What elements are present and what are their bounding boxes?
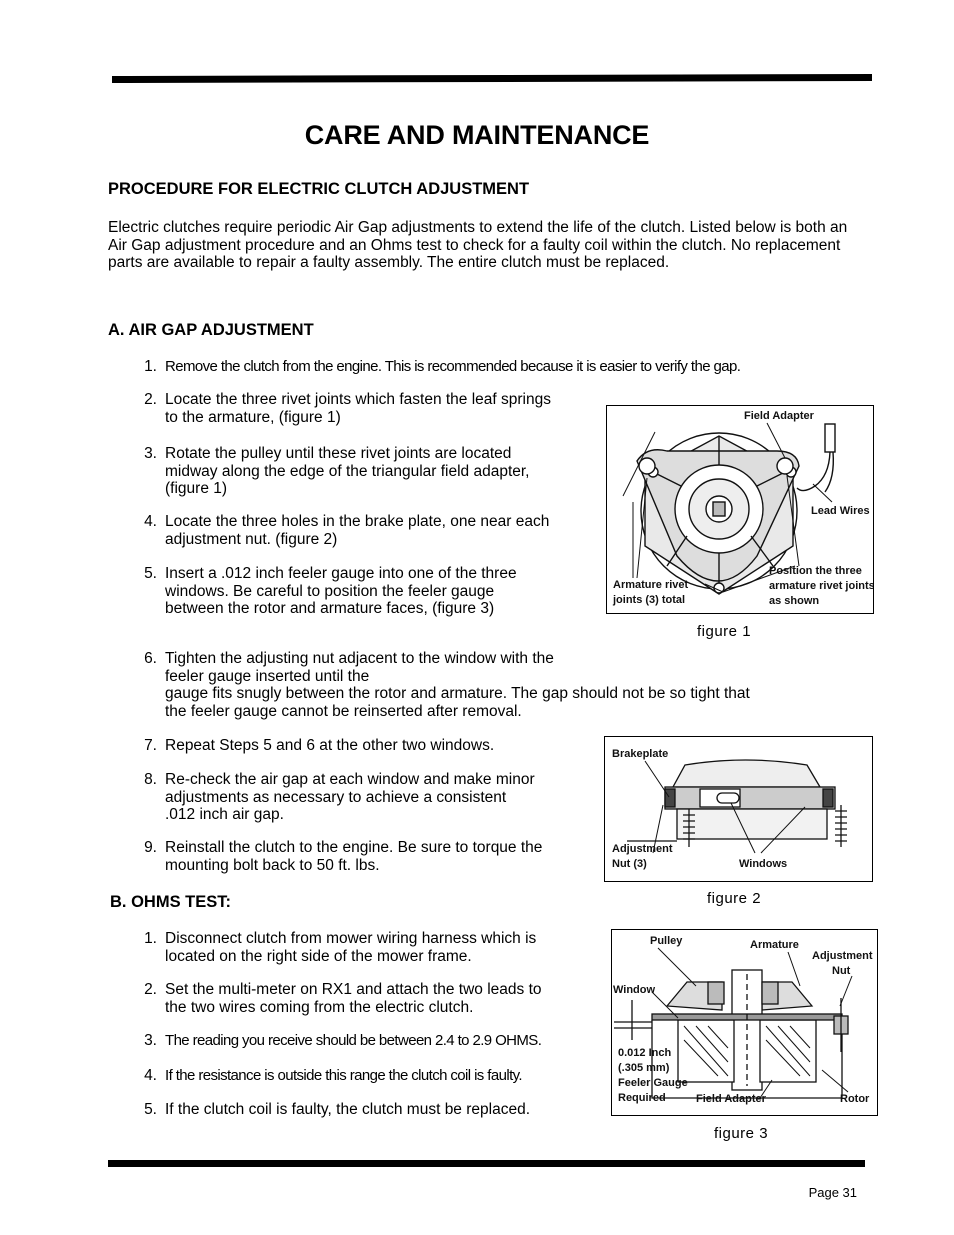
step-line: feeler gauge inserted until the bbox=[165, 667, 370, 685]
figure-3-label-required: Required bbox=[618, 1092, 666, 1104]
step-line: the feeler gauge cannot be reinserted after removal. bbox=[165, 702, 522, 720]
step-line: Reinstall the clutch to the engine. Be sure to torque the bbox=[165, 839, 543, 856]
step-text: The reading you receive should be between 2.4 to 2.9 OHMS. bbox=[165, 1032, 542, 1049]
figure-3-label-nut: Nut bbox=[832, 965, 851, 977]
figure-2 bbox=[604, 736, 873, 882]
page-number: Page 31 bbox=[808, 1185, 857, 1200]
step-line: Locate the three rivet joints which fasten the leaf springs bbox=[165, 391, 551, 408]
step-text bbox=[165, 513, 549, 548]
step-number: 1. bbox=[144, 358, 157, 375]
step-text bbox=[165, 391, 551, 426]
figure-3-label-adjustment: Adjustment bbox=[812, 950, 873, 962]
step-number: 3. bbox=[144, 445, 157, 462]
step-text: If the resistance is outside this range the clutch coil is faulty. bbox=[165, 1067, 522, 1084]
figure-2-label-windows: Windows bbox=[739, 858, 788, 870]
step-number: 3. bbox=[144, 1032, 157, 1049]
step-number: 4. bbox=[144, 513, 157, 530]
step-number: 6. bbox=[144, 650, 157, 667]
step-line: Rotate the pulley until these rivet joints are located bbox=[165, 445, 512, 462]
step-text bbox=[165, 981, 542, 1016]
step-number: 2. bbox=[144, 391, 157, 408]
step-number: 2. bbox=[144, 981, 157, 998]
figure-2-label-brakeplate: Brakeplate bbox=[612, 748, 669, 760]
figure-3-label-window: Window bbox=[613, 984, 656, 996]
figure-3 bbox=[611, 929, 878, 1116]
step-number: 5. bbox=[144, 565, 157, 582]
step-line: .012 inch air gap. bbox=[165, 806, 284, 823]
figure-3-label-gauge-size: 0.012 Inch bbox=[618, 1047, 672, 1059]
step-line: midway along the edge of the triangular field adapter, bbox=[165, 462, 530, 480]
figure-3-label-feeler-gauge: Feeler Gauge bbox=[618, 1077, 688, 1089]
step-line: mounting bolt back to 50 ft. lbs. bbox=[165, 856, 380, 874]
figure-1-label-lead-wires: Lead Wires bbox=[811, 505, 870, 517]
bottom-rule bbox=[108, 1160, 865, 1167]
step-number: 1. bbox=[144, 930, 157, 947]
figure-3-label-pulley: Pulley bbox=[650, 935, 683, 947]
figure-1-label-as-shown: as shown bbox=[769, 595, 820, 607]
figure-1-label-armature-rivet: Armature rivet bbox=[613, 579, 689, 591]
step-text bbox=[165, 839, 542, 874]
step-text bbox=[165, 445, 530, 498]
step-text: Repeat Steps 5 and 6 at the other two windows. bbox=[165, 737, 495, 754]
step-line: windows. Be careful to position the feeler gauge bbox=[165, 582, 495, 600]
step-number: 9. bbox=[144, 839, 157, 856]
step-line: located on the right side of the mower frame. bbox=[165, 947, 472, 965]
step-line: Disconnect clutch from mower wiring harness which is bbox=[165, 930, 537, 947]
step-line: between the rotor and armature faces, (figure 3) bbox=[165, 600, 495, 617]
step-line: Tighten the adjusting nut adjacent to the window with the bbox=[165, 650, 554, 667]
intro-paragraph: Electric clutches require periodic Air Gap adjustments to extend the life of the clutch. Listed below is both an Air Gap adjustment procedure and an Ohms test to check for a faulty coil within the clutch. No replacement parts are available to repair a faulty assembly. The entire clutch must be replaced. bbox=[108, 219, 848, 271]
step-line: Insert a .012 inch feeler gauge into one of the three bbox=[165, 565, 517, 582]
figure-3-label-rotor: Rotor bbox=[840, 1093, 870, 1105]
step-line: Set the multi-meter on RX1 and attach the two leads to bbox=[165, 981, 542, 998]
figure-1 bbox=[606, 405, 874, 614]
step-line: Locate the three holes in the brake plate, one near each bbox=[165, 513, 550, 530]
ohms-heading: B. OHMS TEST: bbox=[110, 893, 232, 911]
figure-3-label-armature: Armature bbox=[750, 939, 799, 951]
clutch-cross-section-diagram bbox=[612, 930, 877, 1115]
step-number: 7. bbox=[144, 737, 157, 754]
step-text: Remove the clutch from the engine. This is recommended because it is easier to verify the gap. bbox=[165, 358, 741, 375]
step-line: the two wires coming from the electric clutch. bbox=[165, 998, 474, 1016]
step-number: 5. bbox=[144, 1101, 157, 1118]
figure-2-caption: figure 2 bbox=[707, 890, 762, 907]
step-number: 8. bbox=[144, 771, 157, 788]
step-line: Re-check the air gap at each window and make minor bbox=[165, 771, 535, 788]
figure-3-label-field-adapter: Field Adapter bbox=[696, 1093, 766, 1105]
step-text bbox=[165, 650, 750, 720]
clutch-side-view-diagram bbox=[605, 737, 872, 881]
figure-1-label-joints-total: joints (3) total bbox=[613, 594, 686, 606]
step-line: adjustments as necessary to achieve a consistent bbox=[165, 788, 507, 806]
step-number: 4. bbox=[144, 1067, 157, 1084]
step-line: (figure 1) bbox=[165, 480, 228, 497]
step-text bbox=[165, 930, 536, 965]
figure-1-label-position: Position the three bbox=[769, 565, 862, 577]
clutch-top-view-diagram bbox=[607, 406, 873, 613]
figure-1-label-field-adapter: Field Adapter bbox=[744, 410, 814, 422]
figure-3-label-gauge-mm: (.305 mm) bbox=[618, 1062, 670, 1074]
air-gap-heading: A. AIR GAP ADJUSTMENT bbox=[108, 321, 314, 339]
figure-2-label-nut: Nut (3) bbox=[612, 858, 647, 870]
step-line: adjustment nut. (figure 2) bbox=[165, 530, 338, 548]
step-text: If the clutch coil is faulty, the clutch must be replaced. bbox=[165, 1101, 530, 1118]
step-line: to the armature, (figure 1) bbox=[165, 408, 341, 426]
page-title: CARE AND MAINTENANCE bbox=[304, 120, 650, 150]
step-text bbox=[165, 771, 535, 824]
step-line: gauge fits snugly between the rotor and armature. The gap should not be so tight that bbox=[165, 685, 750, 702]
figure-3-caption: figure 3 bbox=[714, 1125, 769, 1142]
section-heading: PROCEDURE FOR ELECTRIC CLUTCH ADJUSTMENT bbox=[108, 180, 530, 198]
step-text bbox=[165, 565, 517, 618]
figure-1-label-rivet-joints: armature rivet joints bbox=[769, 580, 873, 592]
figure-1-caption: figure 1 bbox=[697, 623, 752, 640]
top-rule bbox=[112, 74, 872, 83]
figure-2-label-adjustment: Adjustment bbox=[612, 843, 673, 855]
